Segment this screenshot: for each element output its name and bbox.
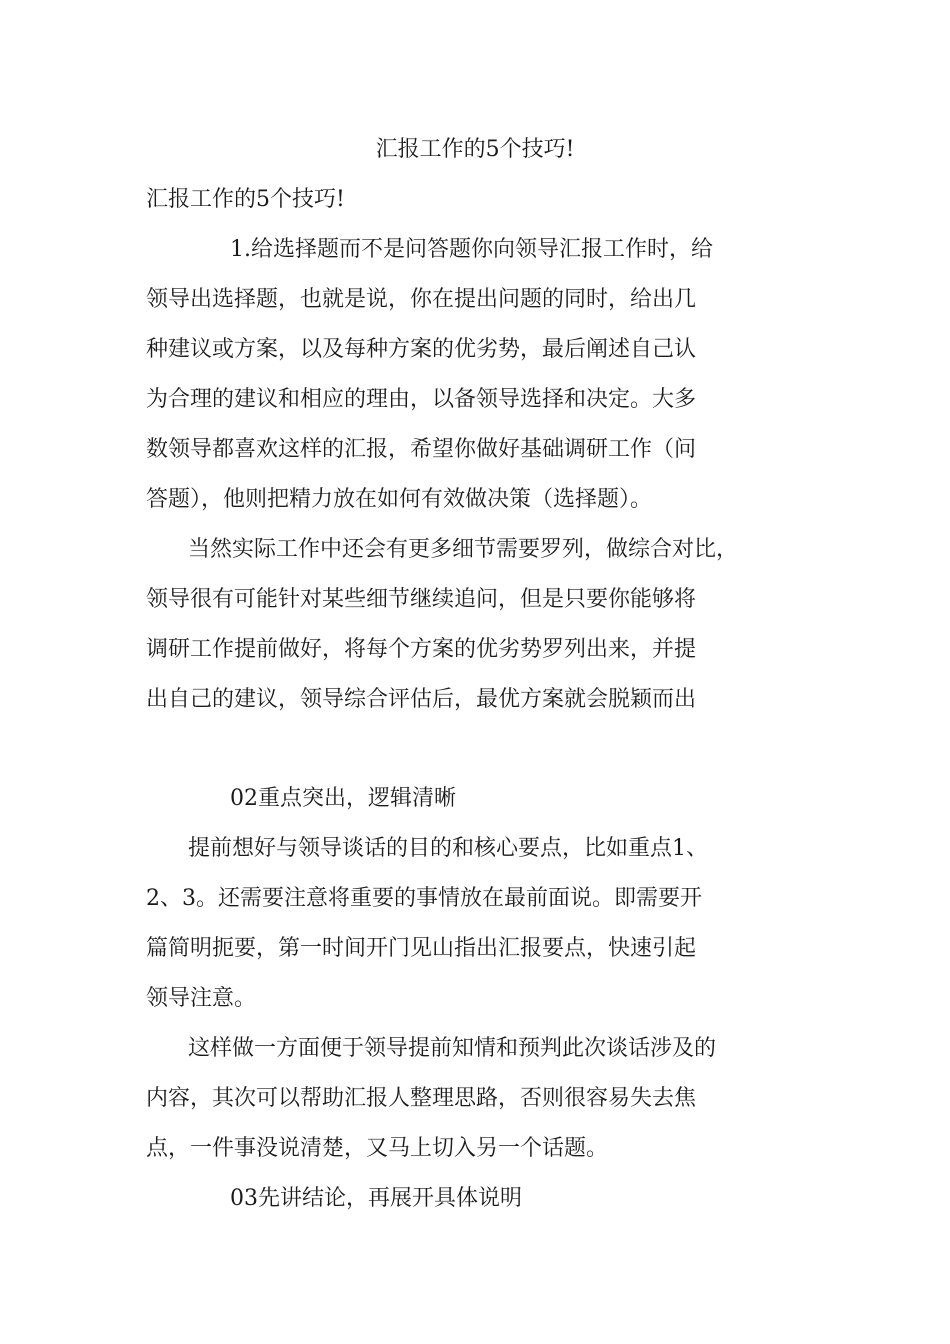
paragraph-line: 内容，其次可以帮助汇报人整理思路，否则很容易失去焦 [146,1086,697,1111]
paragraph-line: 2、3。还需要注意将重要的事情放在最前面说。即需要开 [146,886,702,911]
paragraph-line: 答题），他则把精力放在如何有效做决策（选择题）。 [146,487,653,512]
paragraph-line: 出自己的建议，领导综合评估后，最优方案就会脱颖而出 [146,687,697,712]
document-subtitle: 汇报工作的5个技巧! [146,187,345,212]
paragraph-line: 这样做一方面便于领导提前知情和预判此次谈话涉及的 [188,1036,717,1061]
paragraph-line: 种建议或方案，以及每种方案的优劣势，最后阐述自己认 [146,337,697,362]
paragraph-line: 领导很有可能针对某些细节继续追问，但是只要你能够将 [146,587,697,612]
section-heading: 02重点突出，逻辑清晰 [230,786,456,811]
paragraph-line: 领导注意。 [146,986,257,1011]
section-heading: 03先讲结论，再展开具体说明 [230,1186,522,1211]
paragraph-line: 提前想好与领导谈话的目的和核心要点，比如重点1、 [188,836,708,861]
document-title: 汇报工作的5个技巧! [375,137,575,162]
paragraph-line: 篇简明扼要，第一时间开门见山指出汇报要点，快速引起 [146,936,697,961]
paragraph-line: 数领导都喜欢这样的汇报，希望你做好基础调研工作（问 [146,437,697,462]
paragraph-line: 当然实际工作中还会有更多细节需要罗列，做综合对比， [188,537,739,562]
paragraph-line: 领导出选择题，也就是说，你在提出问题的同时，给出几 [146,287,697,312]
paragraph-line: 调研工作提前做好，将每个方案的优劣势罗列出来，并提 [146,637,697,662]
paragraph-line: 为合理的建议和相应的理由，以备领导选择和决定。大多 [146,387,697,412]
paragraph-line: 1.给选择题而不是问答题你向领导汇报工作时，给 [230,237,713,262]
paragraph-line: 点，一件事没说清楚，又马上切入另一个话题。 [146,1136,609,1161]
